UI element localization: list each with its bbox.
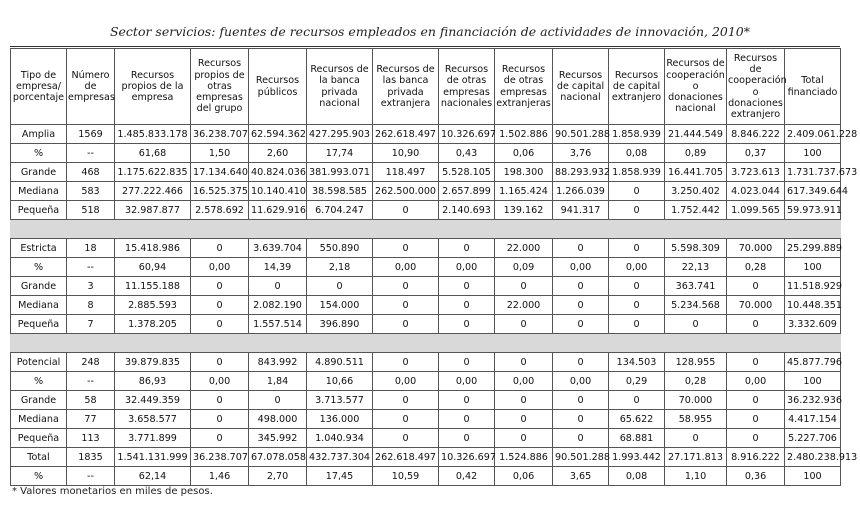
- table-cell: 0: [439, 277, 495, 296]
- separator-cell: [11, 334, 841, 353]
- table-cell: 0: [439, 429, 495, 448]
- column-header: Recursos públicos: [249, 49, 307, 125]
- table-cell: 36.238.707: [191, 125, 249, 144]
- table-cell: 498.000: [249, 410, 307, 429]
- column-header: Recursos propios de otras empresas del grupo: [191, 49, 249, 125]
- column-header: Número de empresas: [67, 49, 115, 125]
- table-cell: 0: [609, 315, 665, 334]
- table-cell: --: [67, 144, 115, 163]
- table-row: [11, 391, 841, 410]
- table-cell: 1.541.131.999: [115, 448, 191, 467]
- table-cell: 60,94: [115, 258, 191, 277]
- table-cell: 6.704.247: [307, 201, 373, 220]
- table-cell: 118.497: [373, 163, 439, 182]
- table-cell: 0: [439, 410, 495, 429]
- table-cell: 5.234.568: [665, 296, 727, 315]
- column-header: Tipo de empresa/ porcentaje: [11, 49, 67, 125]
- table-cell: 0,00: [553, 372, 609, 391]
- table-cell: 1.378.205: [115, 315, 191, 334]
- table-row: [11, 163, 841, 182]
- table-cell: 0: [553, 391, 609, 410]
- table-cell: 32.987.877: [115, 201, 191, 220]
- table-cell: 0: [439, 239, 495, 258]
- table-cell: 5.227.706: [785, 429, 841, 448]
- table-row: [11, 239, 841, 258]
- table-cell: 550.890: [307, 239, 373, 258]
- table-cell: 4.890.511: [307, 353, 373, 372]
- table-cell: 2.657.899: [439, 182, 495, 201]
- table-row: [11, 182, 841, 201]
- table-cell: 0: [191, 353, 249, 372]
- table-row: [11, 429, 841, 448]
- table-cell: 1.858.939: [609, 163, 665, 182]
- table-cell: 0: [495, 391, 553, 410]
- table-cell: 0,00: [191, 258, 249, 277]
- table-cell: 0: [553, 277, 609, 296]
- table-cell: 27.171.813: [665, 448, 727, 467]
- row-label: Grande: [11, 277, 67, 296]
- table-cell: 0: [439, 391, 495, 410]
- table-row: [11, 353, 841, 372]
- row-label: %: [11, 144, 67, 163]
- table-row: [11, 277, 841, 296]
- table-cell: 16.525.375: [191, 182, 249, 201]
- table-cell: 58: [67, 391, 115, 410]
- table-cell: 4.023.044: [727, 182, 785, 201]
- financing-table: [10, 48, 858, 486]
- table-cell: 0: [553, 429, 609, 448]
- table-cell: 0: [727, 315, 785, 334]
- table-cell: 10.140.410: [249, 182, 307, 201]
- table-cell: 396.890: [307, 315, 373, 334]
- table-row: [11, 258, 841, 277]
- table-cell: 36.238.707: [191, 448, 249, 467]
- table-row: [11, 201, 841, 220]
- table-cell: 1,50: [191, 144, 249, 163]
- separator-cell: [11, 220, 841, 239]
- table-cell: 0,00: [727, 372, 785, 391]
- table-cell: --: [67, 467, 115, 486]
- table-cell: 3.639.704: [249, 239, 307, 258]
- table-cell: 0: [191, 429, 249, 448]
- table-cell: 2.885.593: [115, 296, 191, 315]
- table-cell: 32.449.359: [115, 391, 191, 410]
- table-cell: 0,00: [191, 372, 249, 391]
- table-cell: 2.409.061.228: [785, 125, 841, 144]
- row-label: %: [11, 467, 67, 486]
- table-cell: 61,68: [115, 144, 191, 163]
- table-cell: 1.165.424: [495, 182, 553, 201]
- row-label: Mediana: [11, 410, 67, 429]
- table-cell: 432.737.304: [307, 448, 373, 467]
- table-cell: 0: [495, 410, 553, 429]
- row-label: Mediana: [11, 182, 67, 201]
- table-cell: 38.598.585: [307, 182, 373, 201]
- row-label: %: [11, 258, 67, 277]
- column-header: Recursos de las banca privada extranjera: [373, 49, 439, 125]
- table-cell: 0: [665, 315, 727, 334]
- table-cell: 21.444.549: [665, 125, 727, 144]
- table-cell: 0: [373, 201, 439, 220]
- table-cell: 2.480.238.913: [785, 448, 841, 467]
- row-label: Grande: [11, 391, 67, 410]
- table-cell: 40.824.036: [249, 163, 307, 182]
- table-cell: 0: [609, 182, 665, 201]
- table-cell: 1569: [67, 125, 115, 144]
- table-cell: 10,90: [373, 144, 439, 163]
- table-cell: 0: [191, 315, 249, 334]
- table-cell: 88.293.932: [553, 163, 609, 182]
- table-cell: 0,00: [609, 258, 665, 277]
- table-cell: 0: [727, 410, 785, 429]
- table-cell: 17.134.640: [191, 163, 249, 182]
- table-row: [11, 125, 841, 144]
- table-cell: 15.418.986: [115, 239, 191, 258]
- row-label: Pequeña: [11, 429, 67, 448]
- table-cell: 5.598.309: [665, 239, 727, 258]
- table-cell: 11.629.916: [249, 201, 307, 220]
- table-cell: 139.162: [495, 201, 553, 220]
- table-cell: 1,84: [249, 372, 307, 391]
- table-cell: 0: [495, 277, 553, 296]
- table-cell: 128.955: [665, 353, 727, 372]
- table-cell: 7: [67, 315, 115, 334]
- row-label: Total: [11, 448, 67, 467]
- table-cell: 0,29: [609, 372, 665, 391]
- table-cell: 0,00: [439, 258, 495, 277]
- top-rule: [10, 46, 840, 47]
- table-cell: 10.326.697: [439, 125, 495, 144]
- table-cell: 39.879.835: [115, 353, 191, 372]
- table-cell: 0: [373, 277, 439, 296]
- table-cell: 2.140.693: [439, 201, 495, 220]
- table-cell: 62,14: [115, 467, 191, 486]
- group-separator: [11, 334, 841, 353]
- table-cell: 0: [727, 429, 785, 448]
- column-header: Recursos de otras empresas extranjeras: [495, 49, 553, 125]
- table-title: Sector servicios: fuentes de recursos empleados en financiación de actividades de innovación, 2010*: [109, 24, 751, 39]
- table-cell: 0,43: [439, 144, 495, 163]
- column-header: Recursos de capital extranjero: [609, 49, 665, 125]
- table-cell: 4.417.154: [785, 410, 841, 429]
- table-row: [11, 372, 841, 391]
- table-row: [11, 467, 841, 486]
- table-cell: 363.741: [665, 277, 727, 296]
- table-cell: 2.082.190: [249, 296, 307, 315]
- table-cell: 0,06: [495, 144, 553, 163]
- table-cell: 113: [67, 429, 115, 448]
- table-row: [11, 448, 841, 467]
- table-cell: 58.955: [665, 410, 727, 429]
- table-cell: 10.448.351: [785, 296, 841, 315]
- table-cell: 0: [249, 277, 307, 296]
- table-cell: 262.618.497: [373, 125, 439, 144]
- table-cell: 0: [553, 239, 609, 258]
- table-cell: 11.155.188: [115, 277, 191, 296]
- column-header: Recursos de cooperación o donaciones nacional: [665, 49, 727, 125]
- table-cell: 17,45: [307, 467, 373, 486]
- table-cell: 0: [553, 410, 609, 429]
- table-cell: 0,42: [439, 467, 495, 486]
- table-cell: 0: [191, 410, 249, 429]
- table-cell: 0: [191, 296, 249, 315]
- table-cell: 0: [665, 429, 727, 448]
- table-cell: 0: [609, 296, 665, 315]
- table-cell: 100: [785, 372, 841, 391]
- table-cell: 0,08: [609, 467, 665, 486]
- table-cell: 262.618.497: [373, 448, 439, 467]
- table-cell: 198.300: [495, 163, 553, 182]
- table-cell: 1,46: [191, 467, 249, 486]
- table-cell: 0: [439, 315, 495, 334]
- table-cell: 134.503: [609, 353, 665, 372]
- table-cell: 0: [727, 391, 785, 410]
- table-cell: 22.000: [495, 296, 553, 315]
- table-cell: 1.524.886: [495, 448, 553, 467]
- table-cell: 0: [495, 315, 553, 334]
- table-cell: 617.349.644: [785, 182, 841, 201]
- table-cell: 10,59: [373, 467, 439, 486]
- table-cell: 0,00: [373, 372, 439, 391]
- table-cell: 1.731.737.673: [785, 163, 841, 182]
- table-cell: 941.317: [553, 201, 609, 220]
- table-cell: 583: [67, 182, 115, 201]
- table-cell: --: [67, 258, 115, 277]
- table-cell: 0,28: [665, 372, 727, 391]
- table-cell: 0: [609, 239, 665, 258]
- table-cell: 0,00: [495, 372, 553, 391]
- row-label: Grande: [11, 163, 67, 182]
- table-cell: 8: [67, 296, 115, 315]
- table-cell: 8.916.222: [727, 448, 785, 467]
- table-cell: 345.992: [249, 429, 307, 448]
- row-label: Pequeña: [11, 201, 67, 220]
- table-row: [11, 144, 841, 163]
- table-cell: 1.993.442: [609, 448, 665, 467]
- table-cell: 11.518.929: [785, 277, 841, 296]
- table-cell: 22.000: [495, 239, 553, 258]
- table-cell: 3.332.609: [785, 315, 841, 334]
- table-cell: 1.485.833.178: [115, 125, 191, 144]
- table-cell: 67.078.058: [249, 448, 307, 467]
- table-cell: 3.250.402: [665, 182, 727, 201]
- table-cell: 0: [249, 391, 307, 410]
- table-cell: 0: [373, 429, 439, 448]
- table-cell: 0: [609, 277, 665, 296]
- table-cell: 0,08: [609, 144, 665, 163]
- table-cell: 0: [495, 353, 553, 372]
- column-header: Recursos de capital nacional: [553, 49, 609, 125]
- header-row: [11, 49, 841, 125]
- table-cell: 0,89: [665, 144, 727, 163]
- table-cell: 0,28: [727, 258, 785, 277]
- table-cell: 1.752.442: [665, 201, 727, 220]
- table-cell: 468: [67, 163, 115, 182]
- column-header: Total financiado: [785, 49, 841, 125]
- table-cell: 5.528.105: [439, 163, 495, 182]
- table-cell: 0: [373, 315, 439, 334]
- table-cell: 0: [439, 353, 495, 372]
- table-cell: 8.846.222: [727, 125, 785, 144]
- table-cell: 3,65: [553, 467, 609, 486]
- table-cell: 1,10: [665, 467, 727, 486]
- table-cell: 0: [373, 296, 439, 315]
- table-cell: 0,06: [495, 467, 553, 486]
- table-cell: 16.441.705: [665, 163, 727, 182]
- table-cell: 2,70: [249, 467, 307, 486]
- table-row: [11, 296, 841, 315]
- table-cell: 2,60: [249, 144, 307, 163]
- table-cell: 381.993.071: [307, 163, 373, 182]
- table-cell: 3.658.577: [115, 410, 191, 429]
- table-cell: 0: [439, 296, 495, 315]
- table-cell: 22,13: [665, 258, 727, 277]
- table-cell: 70.000: [727, 239, 785, 258]
- table-cell: 0: [191, 391, 249, 410]
- table-cell: 90.501.288: [553, 448, 609, 467]
- table-cell: 0: [609, 391, 665, 410]
- table-cell: 77: [67, 410, 115, 429]
- table-cell: 25.299.889: [785, 239, 841, 258]
- table-cell: 2.578.692: [191, 201, 249, 220]
- column-header: Recursos de la banca privada nacional: [307, 49, 373, 125]
- table-cell: 136.000: [307, 410, 373, 429]
- table-body: [11, 125, 858, 486]
- table-cell: 68.881: [609, 429, 665, 448]
- group-separator: [11, 220, 841, 239]
- table-cell: 1.099.565: [727, 201, 785, 220]
- table-cell: 0: [373, 410, 439, 429]
- table-cell: 0: [191, 239, 249, 258]
- row-label: Amplia: [11, 125, 67, 144]
- table-cell: 0,00: [373, 258, 439, 277]
- row-label: Estricta: [11, 239, 67, 258]
- table-cell: 10.326.697: [439, 448, 495, 467]
- table-cell: 1.266.039: [553, 182, 609, 201]
- table-cell: 18: [67, 239, 115, 258]
- table-cell: 100: [785, 258, 841, 277]
- table-cell: --: [67, 372, 115, 391]
- column-header: Recursos de otras empresas nacionales: [439, 49, 495, 125]
- table-cell: 14,39: [249, 258, 307, 277]
- table-cell: 0: [191, 277, 249, 296]
- table-cell: 1.502.886: [495, 125, 553, 144]
- table-cell: 1.040.934: [307, 429, 373, 448]
- row-label: %: [11, 372, 67, 391]
- row-label: Pequeña: [11, 315, 67, 334]
- column-header: Recursos de cooperación o donaciones extranjero: [727, 49, 785, 125]
- column-header: Recursos propios de la empresa: [115, 49, 191, 125]
- table-cell: 1.175.622.835: [115, 163, 191, 182]
- table-cell: 248: [67, 353, 115, 372]
- table-cell: 2,18: [307, 258, 373, 277]
- table-cell: 0: [373, 353, 439, 372]
- table-cell: 0: [373, 239, 439, 258]
- table-cell: 0,09: [495, 258, 553, 277]
- table-cell: 0: [373, 391, 439, 410]
- table-cell: 154.000: [307, 296, 373, 315]
- table-cell: 0: [307, 277, 373, 296]
- table-cell: 3.723.613: [727, 163, 785, 182]
- table-cell: 86,93: [115, 372, 191, 391]
- row-label: Mediana: [11, 296, 67, 315]
- table-row: [11, 315, 841, 334]
- table-cell: 0,37: [727, 144, 785, 163]
- table-cell: 70.000: [665, 391, 727, 410]
- table-cell: 1.858.939: [609, 125, 665, 144]
- table-cell: 36.232.936: [785, 391, 841, 410]
- table-cell: 90.501.288: [553, 125, 609, 144]
- table-cell: 0: [553, 353, 609, 372]
- table-cell: 427.295.903: [307, 125, 373, 144]
- table-cell: 3.713.577: [307, 391, 373, 410]
- table-cell: 843.992: [249, 353, 307, 372]
- table-cell: 0: [609, 201, 665, 220]
- table-cell: 1.557.514: [249, 315, 307, 334]
- table-cell: 0: [553, 315, 609, 334]
- table-cell: 10,66: [307, 372, 373, 391]
- table-cell: 0,00: [439, 372, 495, 391]
- table-cell: 59.973.911: [785, 201, 841, 220]
- table-cell: 70.000: [727, 296, 785, 315]
- table-cell: 0: [553, 296, 609, 315]
- table-cell: 62.594.362: [249, 125, 307, 144]
- table-cell: 1835: [67, 448, 115, 467]
- table-cell: 100: [785, 467, 841, 486]
- row-label: Potencial: [11, 353, 67, 372]
- table-cell: 518: [67, 201, 115, 220]
- table-cell: 262.500.000: [373, 182, 439, 201]
- table-cell: 0,00: [553, 258, 609, 277]
- table-cell: 3,76: [553, 144, 609, 163]
- table-cell: 3.771.899: [115, 429, 191, 448]
- table-cell: 65.622: [609, 410, 665, 429]
- table-cell: 0: [495, 429, 553, 448]
- table-row: [11, 410, 841, 429]
- table-cell: 17,74: [307, 144, 373, 163]
- table-cell: 0,36: [727, 467, 785, 486]
- table-cell: 45.877.796: [785, 353, 841, 372]
- table-cell: 3: [67, 277, 115, 296]
- table-cell: 277.222.466: [115, 182, 191, 201]
- table-cell: 0: [727, 353, 785, 372]
- table-cell: 100: [785, 144, 841, 163]
- table-cell: 0: [727, 277, 785, 296]
- footnote: * Valores monetarios en miles de pesos.: [12, 486, 213, 497]
